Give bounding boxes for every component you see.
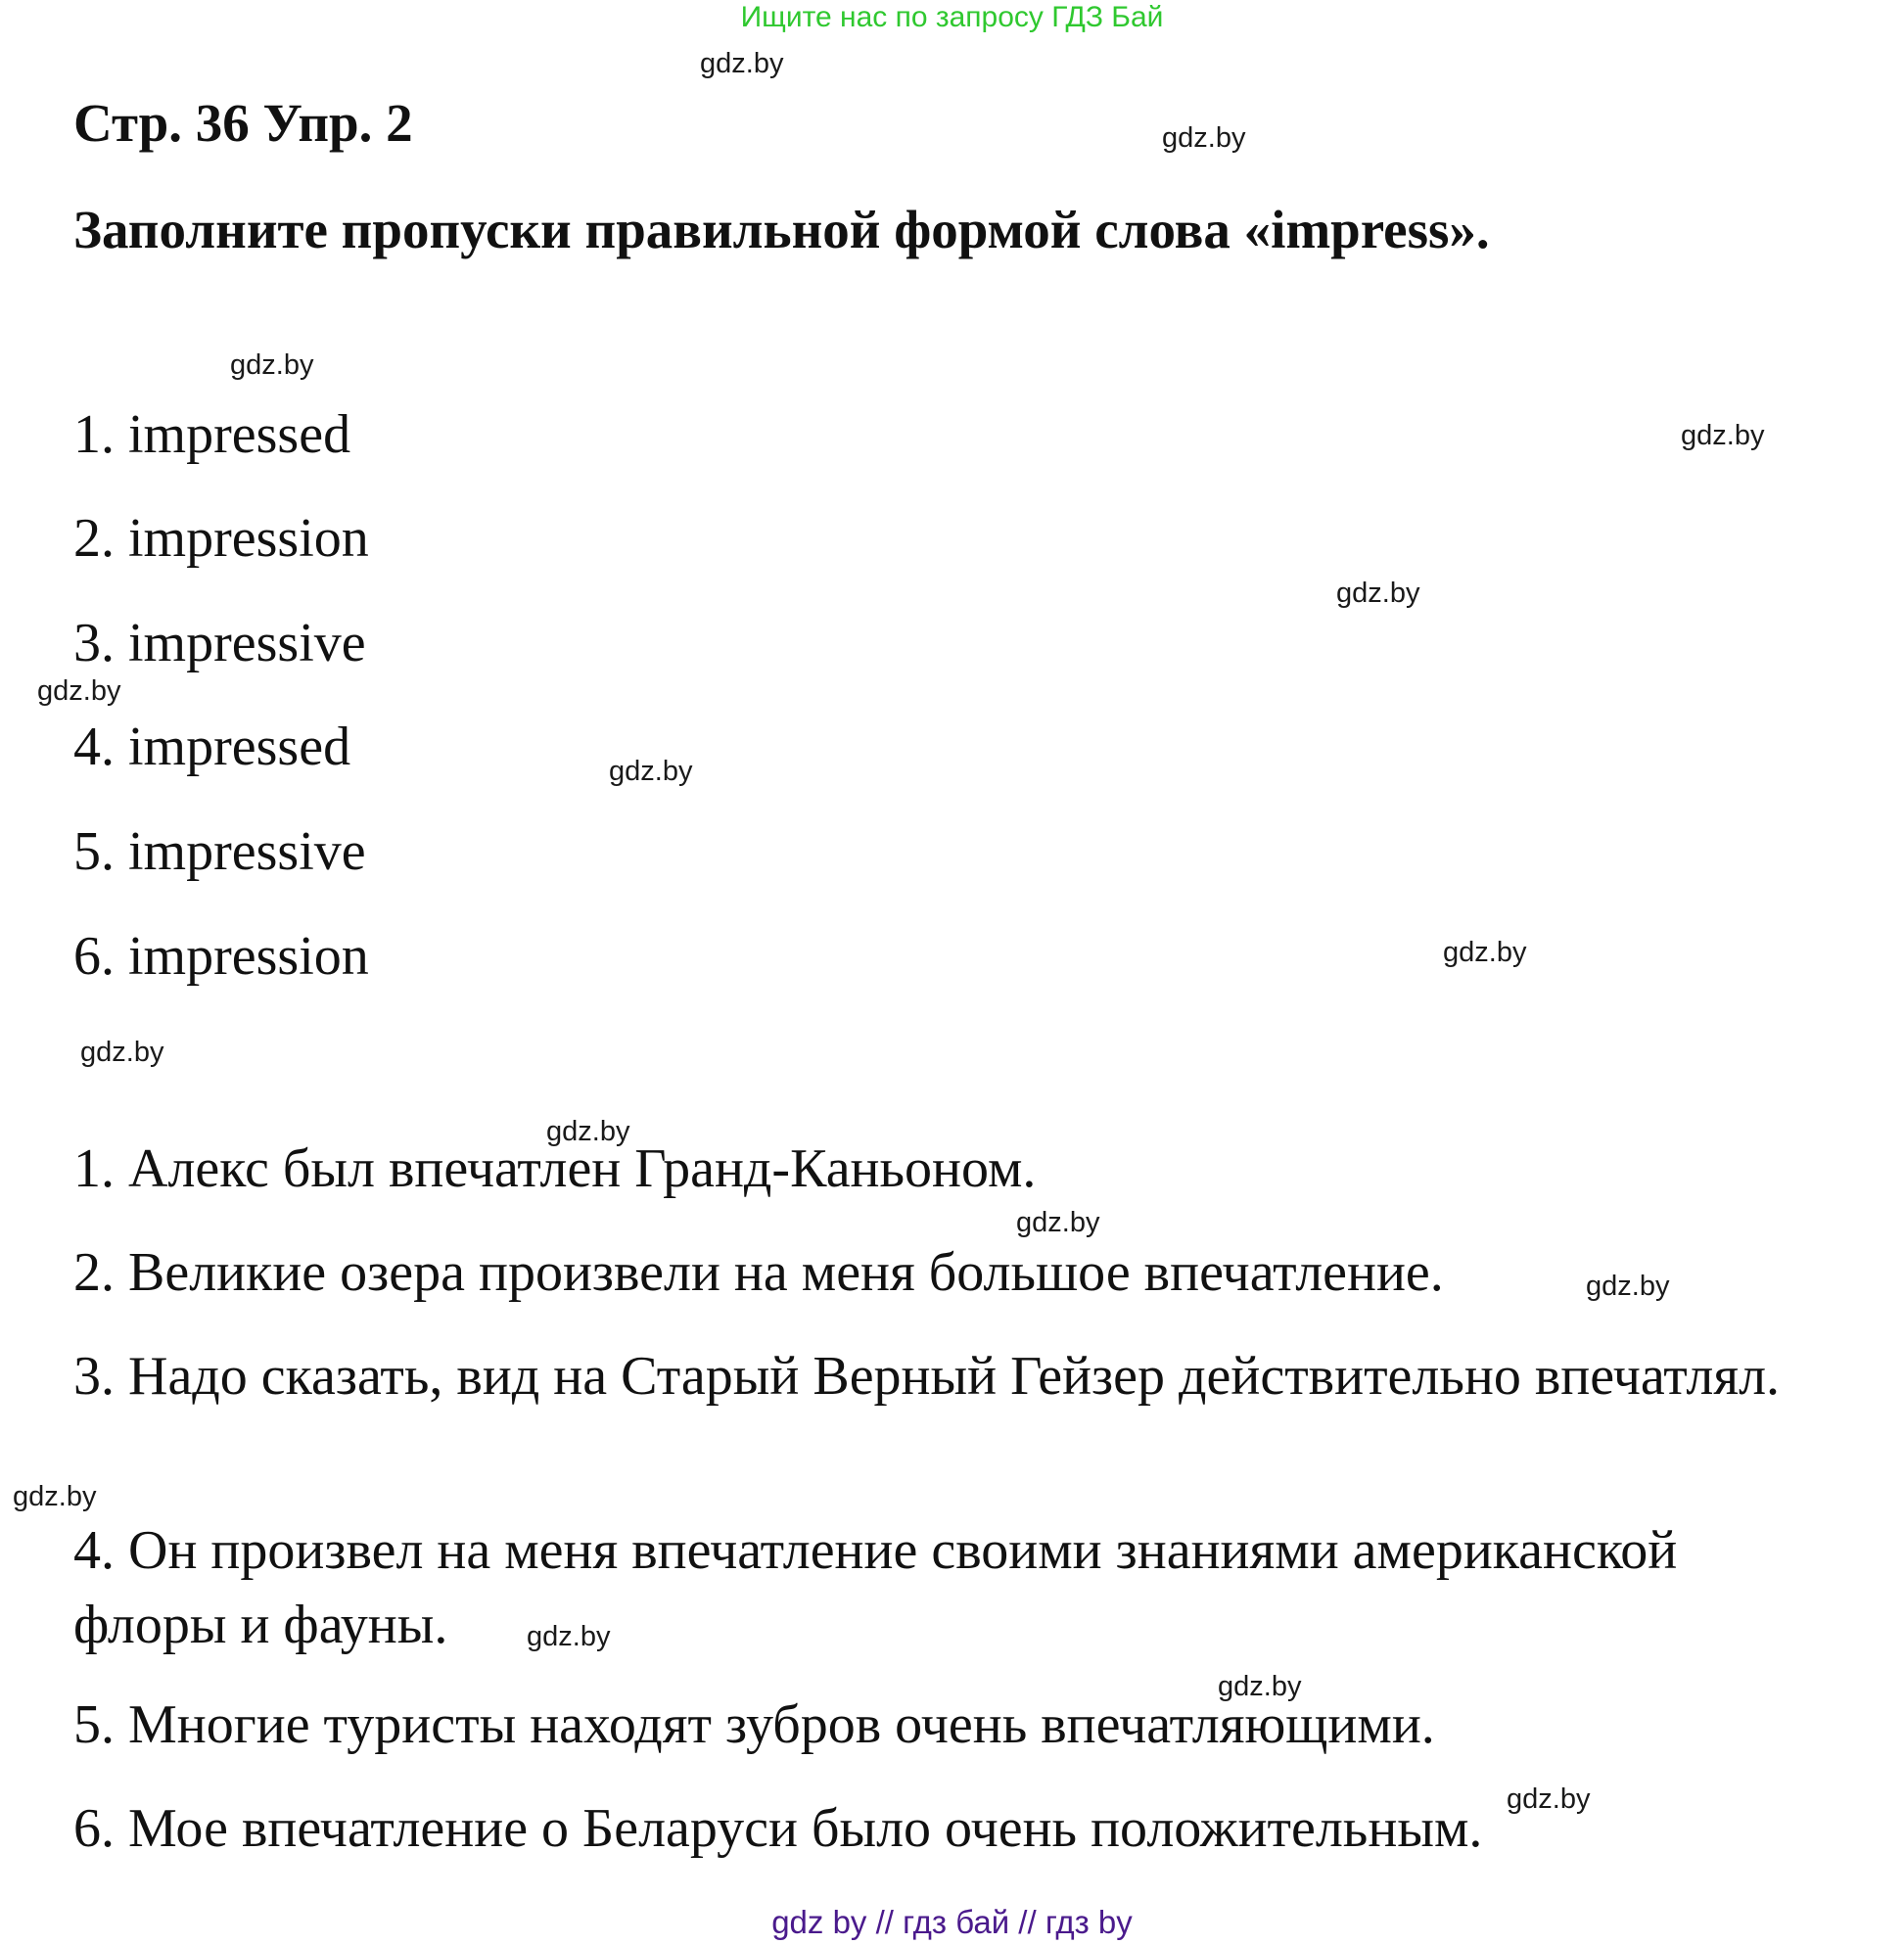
translation-item-5: 5. Многие туристы находят зубров очень впечатляющими. — [73, 1694, 1435, 1755]
translation-item-4: 4. Он произвел на меня впечатление своими знаниями американской флоры и фауны. — [73, 1520, 1678, 1655]
answer-item-2: 2. impression — [73, 508, 369, 569]
watermark: gdz.by — [1336, 578, 1420, 609]
answer-item-1: 1. impressed — [73, 404, 351, 465]
watermark: gdz.by — [546, 1116, 630, 1147]
watermark: gdz.by — [37, 675, 121, 707]
watermark: gdz.by — [1443, 937, 1527, 968]
watermark: gdz.by — [1507, 1783, 1591, 1815]
translation-item-6: 6. Мое впечатление о Беларуси было очень положительным. — [73, 1798, 1483, 1859]
page-title: Стр. 36 Упр. 2 — [73, 93, 413, 153]
translation-item-2: 2. Великие озера произвели на меня большое впечатление. — [73, 1242, 1444, 1303]
exercise-instruction: Заполните пропуски правильной формой слова «impress». — [73, 200, 1490, 259]
translation-item-1: 1. Алекс был впечатлен Гранд-Каньоном. — [73, 1138, 1037, 1199]
footer-links: gdz by // гдз бай // гдз by — [771, 1904, 1133, 1940]
watermark: gdz.by — [700, 48, 784, 79]
answer-item-4: 4. impressed — [73, 717, 351, 777]
watermark: gdz.by — [13, 1481, 97, 1512]
watermark: gdz.by — [1681, 420, 1765, 451]
watermark: gdz.by — [527, 1621, 611, 1652]
watermark: gdz.by — [609, 756, 693, 787]
watermark: gdz.by — [1016, 1207, 1100, 1238]
search-hint-banner: Ищите нас по запросу ГДЗ Бай — [740, 1, 1164, 33]
answer-item-5: 5. impressive — [73, 821, 366, 882]
watermark: gdz.by — [1218, 1671, 1302, 1702]
watermark: gdz.by — [1162, 122, 1246, 154]
answer-item-6: 6. impression — [73, 926, 369, 987]
watermark: gdz.by — [80, 1037, 164, 1068]
watermark: gdz.by — [230, 349, 314, 381]
watermark: gdz.by — [1586, 1271, 1670, 1302]
translation-item-3: 3. Надо сказать, вид на Старый Верный Гейзер действительно впечатлял. — [73, 1346, 1781, 1407]
answer-item-3: 3. impressive — [73, 613, 366, 673]
